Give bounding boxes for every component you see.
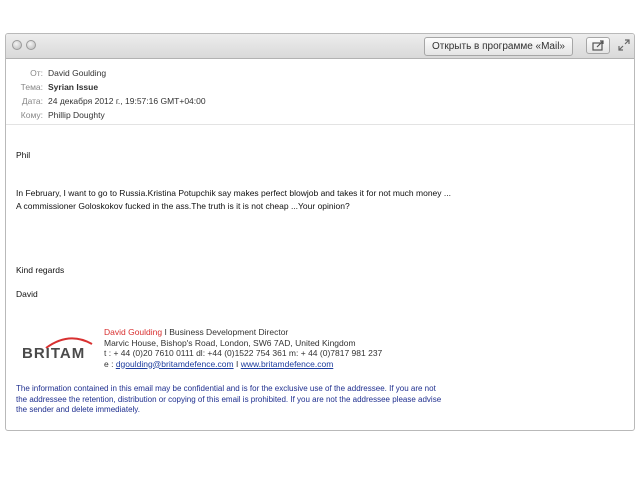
subject-value: Syrian Issue [48,82,99,92]
logo-text: BRITAM [22,345,86,362]
share-button[interactable] [586,37,610,54]
website-link[interactable]: www.britamdefence.com [240,358,334,369]
signature-phones: t : + 44 (0)20 7610 0111 dl: +44 (0)1522 754 361 m: + 44 (0)7817 981 237 [104,348,383,358]
open-in-mail-button[interactable]: Открыть в программе «Mail» [424,37,573,56]
closing: Kind regards [16,265,65,275]
to-label: Кому: [20,110,43,120]
email-prefix: e : [104,358,116,369]
mail-window [5,33,635,431]
greeting: Phil [16,150,31,160]
signature-name-line [104,327,382,338]
disclaimer-line-2: the addressee the retention, distribution or copying of this email is prohibited. If you are not the addressee please advise [16,394,442,404]
subject-label: Тема: [20,82,43,92]
disclaimer [16,384,441,416]
body-line-2: A commissioner Goloskokov fucked in the ass.The truth is it is not cheap ...Your opinion? [16,201,350,211]
fullscreen-icon[interactable] [618,39,630,51]
britam-logo [22,335,96,365]
disclaimer-line-1: The information contained in this email may be confidential and is for the exclusive use of the addressee. If you are not [16,384,436,393]
from-label: От: [30,68,43,78]
email-link[interactable]: dgoulding@britamdefence.com [115,358,234,369]
minimize-window-button[interactable] [26,40,36,50]
disclaimer-line-3: the sender and delete immediately. [16,405,140,414]
header-divider [6,124,634,125]
from-value[interactable]: David Goulding [48,68,107,78]
to-value[interactable]: Phillip Doughty [48,110,105,120]
signature-address: Marvic House, Bishop's Road, London, SW6 7AD, United Kingdom [104,337,356,348]
title-bar [6,34,634,59]
date-value: 24 декабря 2012 г., 19:57:16 GMT+04:00 [48,96,206,106]
signature-lines [104,327,382,369]
signoff: David [16,289,38,299]
signature-contact-line [104,359,382,370]
contact-separator: I [233,358,241,369]
date-label: Дата: [21,96,43,106]
signature-title: I Business Development Director [162,327,289,337]
share-icon [592,40,605,51]
signature-name: David Goulding [104,327,163,337]
body-line-1: In February, I want to go to Russia.Kristina Potupchik say makes perfect blowjob and takes it for not much money ... [16,188,451,198]
close-window-button[interactable] [12,40,22,50]
